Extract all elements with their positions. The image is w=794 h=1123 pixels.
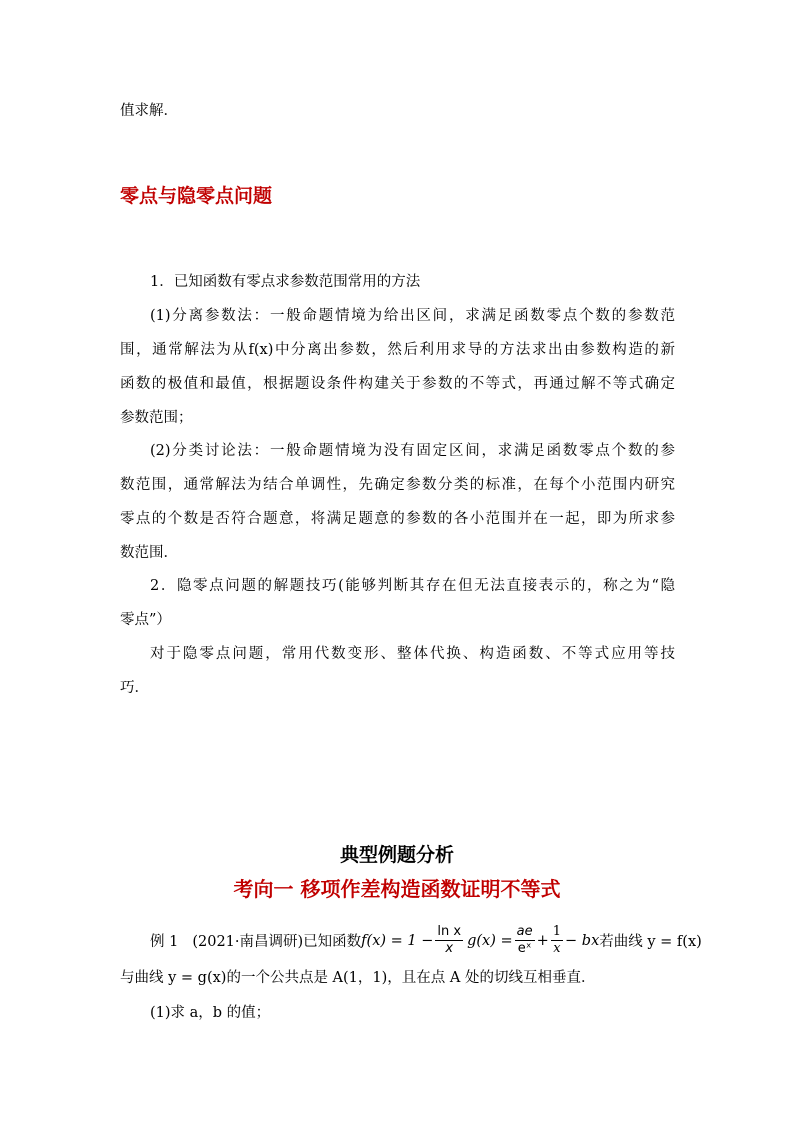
paragraph-2-line-3: 函数的极值和最值，根据题设条件构建关于参数的不等式，再通过解不等式确定 [120, 376, 675, 392]
example-source: (2021·南昌调研)已知函数 [192, 934, 362, 950]
f-fraction [435, 924, 463, 957]
paragraph-3-line-1: (2)分类讨论法：一般命题情境为没有固定区间，求满足函数零点个数的参 [150, 443, 675, 459]
f-definition-prefix: f(x) = 1 − [361, 932, 434, 949]
example-line-2: 与曲线 y = g(x)的一个公共点是 A(1，1)，且在点 A 处的切线互相垂直． [120, 970, 596, 986]
g-tail: − bx [565, 932, 600, 949]
g-fraction-2 [551, 924, 563, 957]
example-line-1 [150, 924, 702, 957]
example-label: 例 1 [150, 934, 179, 950]
paragraph-5-line-2: 巧． [120, 680, 149, 696]
plus-sign: + [536, 932, 549, 949]
main-title: 典型例题分析 [339, 844, 454, 866]
question-1: (1)求 a，b 的值； [150, 1005, 271, 1021]
paragraph-2-line-2: 围，通常解法为从f(x)中分离出参数，然后利用求导的方法求出由参数构造的新 [120, 342, 675, 358]
paragraph-2-line-4: 参数范围； [120, 410, 193, 426]
paragraph-3-line-4: 数范围． [120, 545, 178, 561]
paragraph-4-line-1: 2．隐零点问题的解题技巧(能够判断其存在但无法直接表示的，称之为“隐 [150, 578, 675, 594]
g-fraction-1 [515, 924, 535, 957]
g-definition-prefix: g(x) = [467, 932, 513, 949]
paragraph-3-line-3: 零点的个数是否符合题意，将满足题意的参数的各小范围并在一起，即为所求参 [120, 511, 675, 527]
g-numerator-2: 1 [552, 924, 562, 939]
g-denominator-2: x [553, 941, 561, 956]
paragraph-1: 1．已知函数有零点求参数范围常用的方法 [150, 274, 421, 290]
condition-text: 若曲线 y = f(x) [599, 934, 702, 950]
g-numerator-1: ae [516, 924, 533, 939]
g-denominator-1: eˣ [517, 941, 532, 956]
section-heading: 零点与隐零点问题 [120, 185, 273, 207]
paragraph-4-line-2: 零点”） [120, 612, 171, 628]
continuation-text: 值求解． [120, 103, 178, 119]
paragraph-2-line-1: (1)分离参数法：一般命题情境为给出区间，求满足函数零点个数的参数范 [150, 308, 675, 324]
f-denominator: x [445, 941, 454, 956]
sub-title: 考向一 移项作差构造函数证明不等式 [233, 877, 561, 901]
paragraph-3-line-2: 数范围，通常解法为结合单调性，先确定参数分类的标准，在每个小范围内研究 [120, 477, 675, 493]
paragraph-5-line-1: 对于隐零点问题，常用代数变形、整体代换、构造函数、不等式应用等技 [150, 646, 675, 662]
f-numerator: ln x [437, 924, 462, 939]
